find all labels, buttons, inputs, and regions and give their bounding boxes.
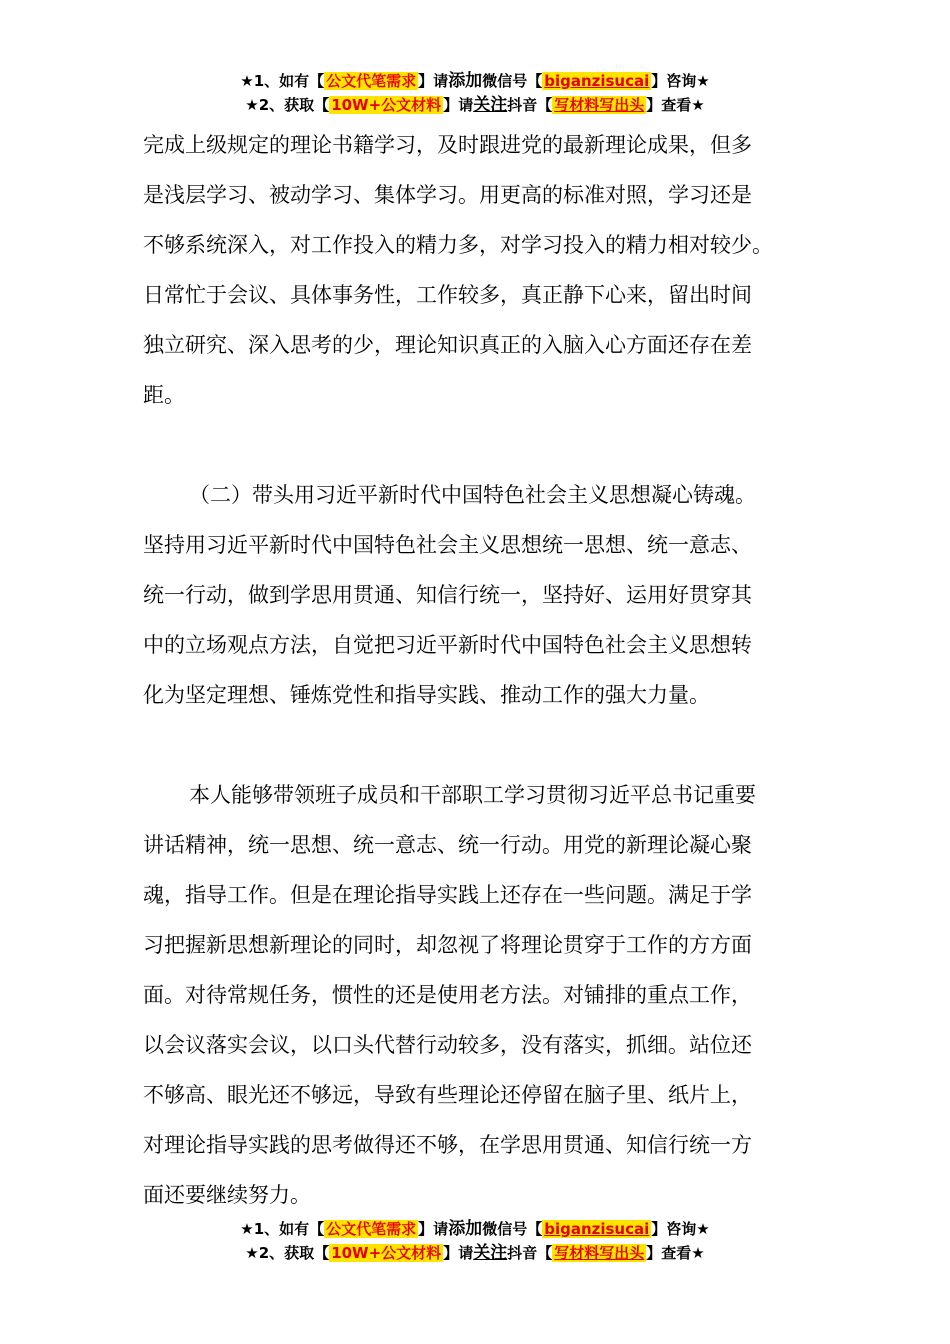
banner-emphasis: 关注: [473, 1243, 508, 1263]
text-line: 不够系统深入，对工作投入的精力多，对学习投入的精力相对较少。: [143, 233, 773, 257]
banner-line-1: [0, 1217, 950, 1241]
banner-text: 】查看★: [646, 96, 705, 114]
banner-text: 】请: [443, 96, 474, 114]
paragraph-3: [143, 770, 823, 1220]
document-body: [143, 120, 823, 1220]
text-line: 中的立场观点方法，自觉把习近平新时代中国特色社会主义思想转: [143, 633, 752, 657]
text-line: 以会议落实会议，以口头代替行动较多，没有落实，抓细。站位还: [143, 1033, 752, 1057]
text-line: 对理论指导实践的思考做得还不够，在学思用贯通、知信行统一方: [143, 1133, 752, 1157]
banner-highlight: 写材料写出头: [554, 96, 645, 114]
text-line: 完成上级规定的理论书籍学习，及时跟进党的最新理论成果，但多: [143, 133, 752, 157]
banner-text: 抖音【: [507, 96, 553, 114]
banner-highlight: biganzisucai: [544, 1220, 650, 1238]
banner-text: 】请: [443, 1244, 474, 1262]
banner-text: ★1、如有【: [240, 72, 325, 90]
text-line: 讲话精神，统一思想、统一意志、统一行动。用党的新理论凝心聚: [143, 833, 752, 857]
text-line: 坚持用习近平新时代中国特色社会主义思想统一思想、统一意志、: [143, 533, 752, 557]
banner-line-2: [0, 1241, 950, 1265]
paragraph-gap: [143, 720, 823, 770]
text-line: 习把握新思想新理论的同时，却忽视了将理论贯穿于工作的方方面: [143, 933, 752, 957]
text-line: 魂，指导工作。但是在理论指导实践上还存在一些问题。满足于学: [143, 883, 752, 907]
footer-banner: [0, 1217, 950, 1265]
banner-text: 微信号【: [482, 1220, 543, 1238]
banner-text: 】咨询★: [651, 72, 710, 90]
text-line: 统一行动，做到学思用贯通、知信行统一，坚持好、运用好贯穿其: [143, 583, 752, 607]
paragraph-1: [143, 120, 823, 420]
banner-line-2: [0, 93, 950, 117]
banner-text: ★2、获取【: [245, 1244, 330, 1262]
paragraph-2: [143, 470, 823, 720]
text-line: 是浅层学习、被动学习、集体学习。用更高的标准对照，学习还是: [143, 183, 752, 207]
text-line: 面。对待常规任务，惯性的还是使用老方法。对铺排的重点工作，: [143, 983, 752, 1007]
banner-highlight: 写材料写出头: [554, 1244, 645, 1262]
banner-text: 】查看★: [646, 1244, 705, 1262]
text-line: 本人能够带领班子成员和干部职工学习贯彻习近平总书记重要: [189, 783, 756, 807]
banner-highlight: 10W+公文材料: [331, 1244, 442, 1262]
banner-highlight: biganzisucai: [544, 72, 650, 90]
banner-text: ★1、如有【: [240, 1220, 325, 1238]
banner-emphasis: 关注: [473, 95, 508, 115]
banner-text: 】请: [418, 1220, 449, 1238]
banner-highlight: 10W+公文材料: [331, 96, 442, 114]
text-line: 日常忙于会议、具体事务性，工作较多，真正静下心来，留出时间: [143, 283, 752, 307]
banner-emphasis: 添加: [448, 71, 483, 91]
banner-line-1: [0, 69, 950, 93]
banner-text: 】请: [418, 72, 449, 90]
banner-text: ★2、获取【: [245, 96, 330, 114]
text-line: 化为坚定理想、锤炼党性和指导实践、推动工作的强大力量。: [143, 683, 710, 707]
banner-emphasis: 添加: [448, 1219, 483, 1239]
header-banner: [0, 69, 950, 117]
banner-text: 抖音【: [507, 1244, 553, 1262]
banner-highlight: 公文代笔需求: [326, 72, 417, 90]
text-line: 距。: [143, 383, 185, 407]
banner-text: 】咨询★: [651, 1220, 710, 1238]
text-line: 独立研究、深入思考的少，理论知识真正的入脑入心方面还存在差: [143, 333, 752, 357]
text-line: 面还要继续努力。: [143, 1183, 311, 1207]
banner-text: 微信号【: [482, 72, 543, 90]
banner-highlight: 公文代笔需求: [326, 1220, 417, 1238]
text-line: 不够高、眼光还不够远，导致有些理论还停留在脑子里、纸片上，: [143, 1083, 752, 1107]
paragraph-gap: [143, 420, 823, 470]
section-heading: （二）带头用习近平新时代中国特色社会主义思想凝心铸魂。: [189, 483, 756, 507]
